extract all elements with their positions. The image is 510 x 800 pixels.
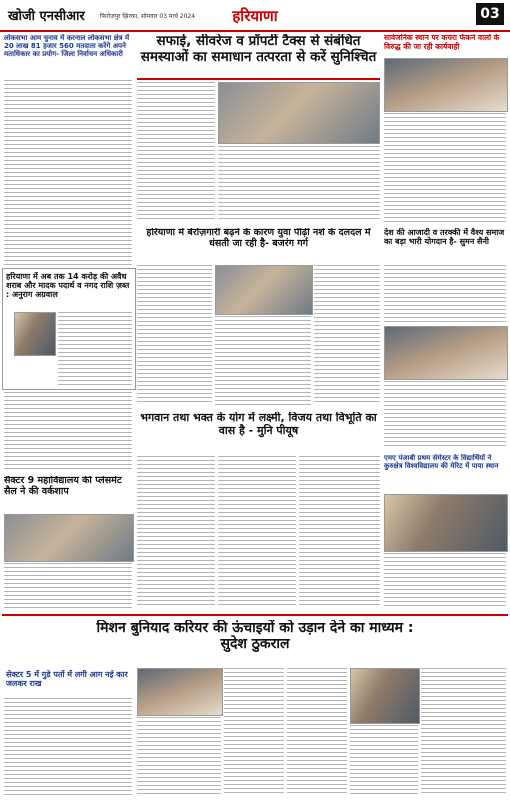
center-mid-headline: हरियाणा में बेरोज़गारी बढ़ने के कारण युवा पीढ़ी नशे के दलदल में धंसती जा रही है- बजरंग गर्ग (146, 228, 371, 249)
page-number: 03 (476, 3, 504, 25)
main-headline: सफाई, सीवरेज व प्रॉपर्टी टैक्स से संबंधित समस्याओं का समाधान तत्परता से करें सुनिश्चित (140, 34, 377, 65)
bottom-left-subheadline: सेक्टर 5 में गुडे पतों में लगी आग नई कार जलकर राख (6, 670, 128, 689)
section-title: हरियाणा (232, 7, 278, 25)
lead-left-headline: लोकसभा आम चुनाव में करनाल लोकसभा क्षेत्र में 20 लाख 81 हजार 560 मतदाता करेंगे अपने मताधिकार का प्रयोग- जिला निर्वाचन अधिकारी (4, 34, 130, 59)
brand-name: खोजी एनसीआर (8, 9, 85, 24)
right-mid-headline: देश की आजादी व तरक्की में वैश्य समाज का बड़ा भारी योगदान है- सुमन सैनी (384, 228, 505, 247)
center-low-headline: भगवान तथा भक्त के योग में लक्ष्मी, विजय तथा विभूति का वास है - मुनि पीयूष (140, 412, 377, 437)
right-top-headline: सार्वजनिक स्थान पर कचरा फेंकने वालों के विरुद्ध की जा रही कार्यवाही (384, 34, 500, 51)
meeting-photo (218, 82, 380, 144)
press-photo (215, 265, 313, 315)
bottom-headline: मिशन बुनियाद करियर की ऊंचाइयों को उड़ान देने का माध्यम : सुदेश ठुकराल (96, 620, 414, 653)
right-low-headline: एमए पंजाबी प्रथम सेमेस्टर के विद्यार्थियों ने कुरुक्षेत्र विश्वविद्यालय की मेरिट में पाया स्थान (384, 454, 499, 471)
left-mid-headline: हरियाणा में अब तक 14 करोड़ की अवैध शराब और मादक पदार्थ व नगद राशि ज़ब्त : अनुराग अग्रवाल (6, 272, 130, 300)
portrait-photo (14, 312, 56, 356)
inspection-photo (384, 58, 508, 112)
speaker-photo (350, 668, 420, 724)
workshop-photo (4, 514, 134, 562)
left-low-headline: सैक्टर 9 महाविद्यालय की प्लेसमेंट सैल ने की वर्कशाप (4, 476, 122, 497)
group-photo (384, 326, 508, 380)
dateline: फिरोज़पुर झिरका, सोमवार 03 मार्च 2024 (100, 13, 196, 20)
seminar-photo (137, 668, 223, 716)
students-photo (384, 494, 508, 552)
masthead (0, 0, 510, 32)
